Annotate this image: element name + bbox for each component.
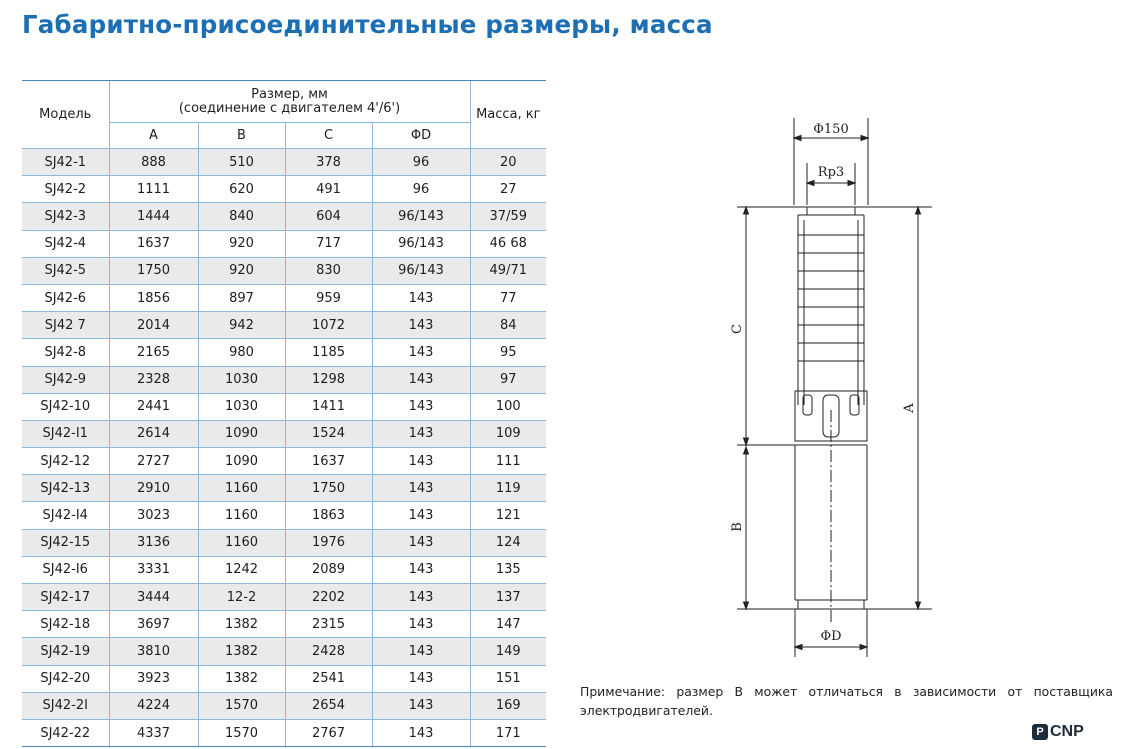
- cell-b: 840: [198, 203, 285, 230]
- header-a: A: [109, 123, 198, 149]
- table-row: [22, 420, 546, 447]
- cell-mass: 119: [470, 475, 546, 502]
- table-row: [22, 638, 546, 665]
- table-row: [22, 529, 546, 556]
- cell-d: 143: [372, 475, 470, 502]
- cell-a: 2727: [109, 448, 198, 475]
- cell-a: 1750: [109, 257, 198, 284]
- phi150-label: Φ150: [813, 122, 849, 137]
- cell-c: 1863: [285, 502, 372, 529]
- cell-c: 1524: [285, 420, 372, 447]
- cell-b: 12-2: [198, 584, 285, 611]
- cell-mass: 169: [470, 692, 546, 719]
- cell-b: 1570: [198, 719, 285, 746]
- cell-model: SJ42-22: [22, 719, 109, 746]
- table-row: [22, 312, 546, 339]
- cell-mass: 84: [470, 312, 546, 339]
- cell-mass: 149: [470, 638, 546, 665]
- cell-mass: 111: [470, 448, 546, 475]
- cell-c: 1185: [285, 339, 372, 366]
- table-row: [22, 611, 546, 638]
- cell-mass: 109: [470, 420, 546, 447]
- table-row: [22, 556, 546, 583]
- cell-d: 143: [372, 529, 470, 556]
- cnp-logo-icon: P: [1032, 724, 1048, 740]
- cell-model: SJ42-2I: [22, 692, 109, 719]
- cell-c: 1298: [285, 366, 372, 393]
- cell-d: 143: [372, 339, 470, 366]
- cell-c: 2315: [285, 611, 372, 638]
- dimensions-table: [22, 80, 546, 747]
- table-row: [22, 257, 546, 284]
- header-model: Модель: [22, 81, 109, 149]
- cell-d: 96/143: [372, 203, 470, 230]
- cell-model: SJ42-20: [22, 665, 109, 692]
- cell-a: 3444: [109, 584, 198, 611]
- cell-c: 959: [285, 284, 372, 311]
- cell-b: 1030: [198, 393, 285, 420]
- cell-d: 143: [372, 665, 470, 692]
- cell-mass: 97: [470, 366, 546, 393]
- cell-a: 2441: [109, 393, 198, 420]
- cell-d: 96: [372, 176, 470, 203]
- table-row: [22, 475, 546, 502]
- cell-b: 920: [198, 230, 285, 257]
- cell-c: 1637: [285, 448, 372, 475]
- cell-c: 2541: [285, 665, 372, 692]
- cell-a: 3810: [109, 638, 198, 665]
- table-row: [22, 719, 546, 746]
- cell-b: 942: [198, 312, 285, 339]
- cell-d: 143: [372, 638, 470, 665]
- header-size-line1: Размер, мм: [251, 86, 328, 102]
- cell-model: SJ42-18: [22, 611, 109, 638]
- rp3-label: Rp3: [817, 165, 845, 180]
- cell-a: 2014: [109, 312, 198, 339]
- cell-model: SJ42-I6: [22, 556, 109, 583]
- cell-a: 3697: [109, 611, 198, 638]
- cell-d: 143: [372, 611, 470, 638]
- cell-model: SJ42-9: [22, 366, 109, 393]
- cell-mass: 151: [470, 665, 546, 692]
- cell-c: 2767: [285, 719, 372, 746]
- cell-a: 4224: [109, 692, 198, 719]
- cnp-logo: [1032, 721, 1084, 743]
- cell-mass: 49/71: [470, 257, 546, 284]
- cell-c: 2654: [285, 692, 372, 719]
- table-row: [22, 149, 546, 176]
- cell-d: 96/143: [372, 257, 470, 284]
- cell-b: 1030: [198, 366, 285, 393]
- cell-c: 2202: [285, 584, 372, 611]
- dimension-c-label: C: [730, 324, 745, 334]
- cell-model: SJ42-2: [22, 176, 109, 203]
- table-body: [22, 149, 546, 747]
- cell-d: 143: [372, 420, 470, 447]
- cell-model: SJ42-I4: [22, 502, 109, 529]
- cell-model: SJ42-6: [22, 284, 109, 311]
- cell-d: 96: [372, 149, 470, 176]
- cell-mass: 121: [470, 502, 546, 529]
- cell-c: 491: [285, 176, 372, 203]
- cell-c: 604: [285, 203, 372, 230]
- cell-mass: 100: [470, 393, 546, 420]
- cell-d: 143: [372, 584, 470, 611]
- page-title: Габаритно-присоединительные размеры, масса: [22, 10, 713, 39]
- cell-mass: 135: [470, 556, 546, 583]
- cell-mass: 147: [470, 611, 546, 638]
- header-b: B: [198, 123, 285, 149]
- cell-a: 3023: [109, 502, 198, 529]
- cell-d: 143: [372, 719, 470, 746]
- cell-mass: 46 68: [470, 230, 546, 257]
- cell-mass: 171: [470, 719, 546, 746]
- cell-d: 143: [372, 366, 470, 393]
- cell-b: 1382: [198, 665, 285, 692]
- cell-c: 717: [285, 230, 372, 257]
- cell-mass: 124: [470, 529, 546, 556]
- cell-model: SJ42-19: [22, 638, 109, 665]
- cell-c: 1072: [285, 312, 372, 339]
- cell-a: 2165: [109, 339, 198, 366]
- cell-model: SJ42-17: [22, 584, 109, 611]
- phiD-label: ΦD: [820, 629, 842, 644]
- header-mass: Масса, кг: [470, 81, 546, 149]
- table-row: [22, 393, 546, 420]
- table-row: [22, 366, 546, 393]
- cell-b: 1160: [198, 475, 285, 502]
- cell-a: 1111: [109, 176, 198, 203]
- table-row: [22, 176, 546, 203]
- cell-d: 143: [372, 502, 470, 529]
- table-row: [22, 502, 546, 529]
- cell-d: 143: [372, 284, 470, 311]
- cell-c: 830: [285, 257, 372, 284]
- pump-dimension-drawing: [700, 105, 950, 660]
- cell-b: 620: [198, 176, 285, 203]
- cell-d: 96/143: [372, 230, 470, 257]
- cell-d: 143: [372, 692, 470, 719]
- table-row: [22, 284, 546, 311]
- cell-b: 1382: [198, 611, 285, 638]
- cell-c: 2428: [285, 638, 372, 665]
- cell-a: 1637: [109, 230, 198, 257]
- cell-model: SJ42-1: [22, 149, 109, 176]
- cell-c: 1976: [285, 529, 372, 556]
- table-row: [22, 692, 546, 719]
- cell-a: 3136: [109, 529, 198, 556]
- cell-c: 1750: [285, 475, 372, 502]
- cell-b: 1160: [198, 529, 285, 556]
- cell-mass: 77: [470, 284, 546, 311]
- cell-b: 1090: [198, 420, 285, 447]
- table-row: [22, 665, 546, 692]
- cell-b: 980: [198, 339, 285, 366]
- header-d: ΦD: [372, 123, 470, 149]
- table-row: [22, 584, 546, 611]
- cell-a: 2614: [109, 420, 198, 447]
- cnp-logo-text: CNP: [1050, 723, 1084, 740]
- cell-c: 2089: [285, 556, 372, 583]
- cell-model: SJ42-5: [22, 257, 109, 284]
- cell-b: 920: [198, 257, 285, 284]
- cell-a: 888: [109, 149, 198, 176]
- table-row: [22, 230, 546, 257]
- header-c: C: [285, 123, 372, 149]
- cell-c: 1411: [285, 393, 372, 420]
- cell-model: SJ42 7: [22, 312, 109, 339]
- cell-d: 143: [372, 556, 470, 583]
- cell-model: SJ42-10: [22, 393, 109, 420]
- dimension-a-label: A: [902, 403, 917, 413]
- cell-model: SJ42-15: [22, 529, 109, 556]
- cell-mass: 137: [470, 584, 546, 611]
- cell-b: 1160: [198, 502, 285, 529]
- cell-model: SJ42-12: [22, 448, 109, 475]
- cell-a: 4337: [109, 719, 198, 746]
- cell-d: 143: [372, 312, 470, 339]
- cell-a: 3923: [109, 665, 198, 692]
- cell-a: 2910: [109, 475, 198, 502]
- cell-b: 1382: [198, 638, 285, 665]
- footnote: Примечание: размер B может отличаться в зависимости от поставщика электродвигателей.: [580, 684, 1113, 718]
- table-row: [22, 448, 546, 475]
- cell-b: 510: [198, 149, 285, 176]
- cell-c: 378: [285, 149, 372, 176]
- cell-model: SJ42-13: [22, 475, 109, 502]
- cell-b: 1570: [198, 692, 285, 719]
- cell-d: 143: [372, 393, 470, 420]
- cell-d: 143: [372, 448, 470, 475]
- header-size: [109, 81, 470, 123]
- cell-a: 2328: [109, 366, 198, 393]
- dimension-b-label: B: [730, 522, 745, 532]
- cell-a: 3331: [109, 556, 198, 583]
- cell-mass: 95: [470, 339, 546, 366]
- cell-mass: 27: [470, 176, 546, 203]
- cell-model: SJ42-8: [22, 339, 109, 366]
- cell-b: 897: [198, 284, 285, 311]
- table-row: [22, 203, 546, 230]
- cell-mass: 37/59: [470, 203, 546, 230]
- cell-a: 1856: [109, 284, 198, 311]
- cell-model: SJ42-I1: [22, 420, 109, 447]
- cell-b: 1090: [198, 448, 285, 475]
- cell-a: 1444: [109, 203, 198, 230]
- table-row: [22, 339, 546, 366]
- cell-model: SJ42-3: [22, 203, 109, 230]
- cell-model: SJ42-4: [22, 230, 109, 257]
- cell-b: 1242: [198, 556, 285, 583]
- cell-mass: 20: [470, 149, 546, 176]
- header-size-line2: (соединение с двигателем 4'/6'): [178, 100, 401, 116]
